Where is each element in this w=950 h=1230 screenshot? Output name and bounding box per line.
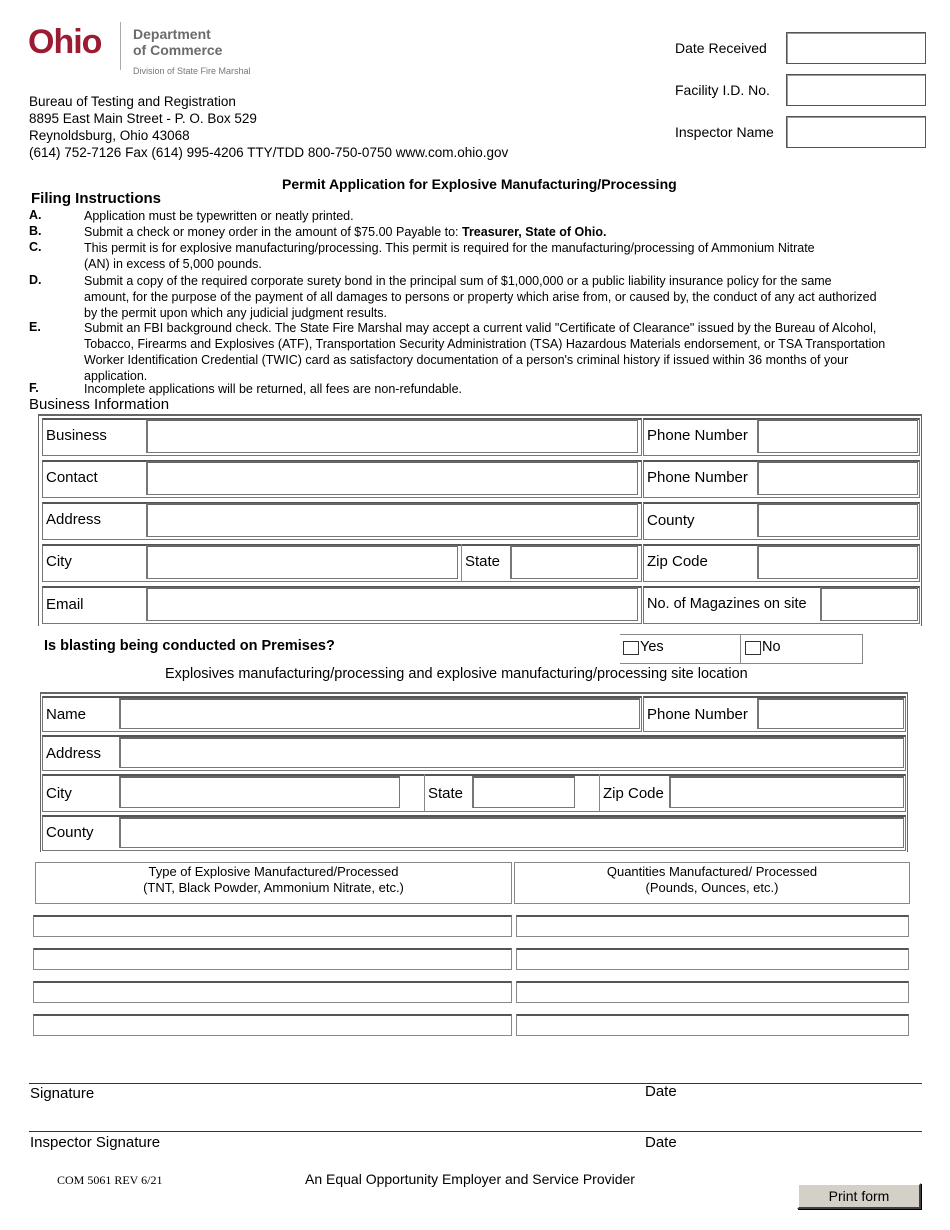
no-checkbox[interactable] [745, 641, 761, 655]
inspector-signature-line [29, 1131, 922, 1132]
dept-line-2: of Commerce [133, 42, 223, 58]
type-header-line-2: (TNT, Black Powder, Ammonium Nitrate, etc.) [143, 880, 404, 895]
state-field[interactable] [510, 545, 638, 579]
site-address-field[interactable] [119, 737, 904, 768]
ohio-logo: Ohio [28, 23, 102, 61]
site-phone-field[interactable] [757, 698, 904, 729]
site-state-label: State [428, 785, 464, 802]
instruction-b-text: Submit a check or money order in the amount of $75.00 Payable to: [84, 225, 462, 239]
signature-label: Signature [30, 1085, 95, 1102]
instruction-letter-d: D. [29, 273, 42, 287]
yes-label: Yes [640, 639, 664, 655]
site-state-field[interactable] [472, 776, 575, 808]
address-line-2: 8895 East Main Street - P. O. Box 529 [29, 111, 257, 126]
site-state-divider [424, 774, 425, 812]
contact-label: Contact [46, 469, 98, 486]
signature-date-label: Date [645, 1083, 677, 1100]
blasting-options-divider [740, 634, 741, 664]
quantities-header [514, 862, 910, 904]
site-phone-label: Phone Number [647, 706, 748, 723]
instruction-letter-c: C. [29, 240, 42, 254]
filing-instructions-heading: Filing Instructions [31, 190, 161, 207]
address-line-1: Bureau of Testing and Registration [29, 94, 236, 109]
explosive-type-input-2[interactable] [33, 948, 512, 970]
type-of-explosive-header [35, 862, 512, 904]
state-divider [461, 544, 462, 582]
explosive-quantity-input-1[interactable] [516, 915, 909, 937]
site-address-label: Address [46, 745, 102, 762]
instruction-e: Submit an FBI background check. The State Fire Marshal may accept a current valid "Certificate of Clearance" issued by the Bureau of Alcohol, Tobacco, Firearms and Explosives (ATF), Transportation Security Administration (TSA) Hazardous Materials endorsement, or TSA Transportation Worker Identification Credential (TWIC) card as satisfactory documentation of a person's criminal history if issued within 36 months of your application. [84, 321, 886, 383]
county-field[interactable] [757, 503, 918, 537]
inspector-name-label: Inspector Name [675, 124, 774, 140]
explosive-type-input-3[interactable] [33, 981, 512, 1003]
division-name: Division of State Fire Marshal [133, 66, 251, 76]
instruction-a: Application must be typewritten or neatly printed. [84, 209, 354, 223]
address-line-4: (614) 752-7126 Fax (614) 995-4206 TTY/TDD 800-750-0750 www.com.ohio.gov [29, 145, 509, 160]
city-label: City [46, 553, 72, 570]
quantities-header-line-1: Quantities Manufactured/ Processed [606, 864, 818, 879]
blasting-question: Is blasting being conducted on Premises? [44, 638, 335, 654]
business-label: Business [46, 427, 107, 444]
explosive-type-input-4[interactable] [33, 1014, 512, 1036]
instruction-letter-b: B. [29, 224, 42, 238]
contact-phone-field[interactable] [757, 461, 918, 495]
bureau-address [29, 93, 508, 161]
signature-line [29, 1083, 922, 1084]
instruction-c: This permit is for explosive manufacturing/processing. This permit is required for the manufacturing/processing of Ammonium Nitrate (AN) in excess of 5,000 pounds. [84, 241, 815, 271]
county-label: County [647, 512, 695, 529]
site-location-heading: Explosives manufacturing/processing and explosive manufacturing/processing site location [165, 666, 748, 682]
site-city-label: City [46, 785, 72, 802]
type-header-line-1: Type of Explosive Manufactured/Processed [148, 864, 399, 879]
address-field[interactable] [146, 503, 638, 537]
yes-checkbox[interactable] [623, 641, 639, 655]
explosive-quantity-input-3[interactable] [516, 981, 909, 1003]
explosive-quantity-input-4[interactable] [516, 1014, 909, 1036]
date-received-field[interactable] [786, 32, 926, 64]
zip-label: Zip Code [647, 553, 708, 570]
site-county-label: County [46, 824, 94, 841]
quantities-header-line-2: (Pounds, Ounces, etc.) [645, 880, 779, 895]
facility-id-label: Facility I.D. No. [675, 82, 770, 98]
site-zip-field[interactable] [669, 776, 904, 808]
inspector-signature-label: Inspector Signature [30, 1134, 161, 1151]
site-city-field[interactable] [119, 776, 400, 808]
instruction-f: Incomplete applications will be returned, all fees are non-refundable. [84, 382, 463, 396]
print-form-button[interactable]: Print form [797, 1183, 921, 1209]
instruction-letter-a: A. [29, 208, 42, 222]
logo-divider [120, 22, 121, 70]
business-phone-field[interactable] [757, 419, 918, 453]
magazines-label: No. of Magazines on site [647, 596, 807, 612]
site-zip-label: Zip Code [603, 785, 664, 802]
zip-field[interactable] [757, 545, 918, 579]
instruction-letter-e: E. [29, 320, 41, 334]
site-name-field[interactable] [119, 698, 640, 729]
site-zip-divider [599, 774, 600, 812]
no-label: No [762, 639, 781, 655]
business-name-field[interactable] [146, 419, 638, 453]
date-received-label: Date Received [675, 40, 767, 56]
magazines-field[interactable] [820, 587, 918, 621]
explosive-type-input-1[interactable] [33, 915, 512, 937]
business-info-heading: Business Information [29, 396, 170, 413]
department-name [133, 26, 222, 58]
dept-line-1: Department [133, 26, 211, 42]
city-field[interactable] [146, 545, 458, 579]
form-code: COM 5061 REV 6/21 [57, 1173, 163, 1187]
facility-id-field[interactable] [786, 74, 926, 106]
form-title: Permit Application for Explosive Manufacturing/Processing [282, 176, 677, 192]
instruction-b [84, 224, 909, 240]
address-line-3: Reynoldsburg, Ohio 43068 [29, 128, 190, 143]
phone-1-label: Phone Number [647, 427, 748, 444]
email-label: Email [46, 596, 84, 613]
instruction-letter-f: F. [29, 381, 39, 395]
contact-field[interactable] [146, 461, 638, 495]
phone-2-label: Phone Number [647, 469, 748, 486]
state-label: State [465, 553, 501, 570]
address-label: Address [46, 511, 102, 528]
site-name-label: Name [46, 706, 87, 723]
instruction-b-payee: Treasurer, State of Ohio. [462, 225, 607, 239]
inspector-date-label: Date [645, 1134, 677, 1151]
equal-opportunity-statement: An Equal Opportunity Employer and Service Provider [305, 1171, 635, 1187]
site-county-field[interactable] [119, 817, 904, 848]
explosive-quantity-input-2[interactable] [516, 948, 909, 970]
email-field[interactable] [146, 587, 638, 621]
instruction-d: Submit a copy of the required corporate surety bond in the principal sum of $1,000,000 or a public liability insurance policy for the same amount, for the purpose of the payment of all damages to persons or property which arise from, or caused by, the conduct of any act authorized by the permit upon which any judicial judgment results. [84, 274, 877, 320]
inspector-name-field[interactable] [786, 116, 926, 148]
